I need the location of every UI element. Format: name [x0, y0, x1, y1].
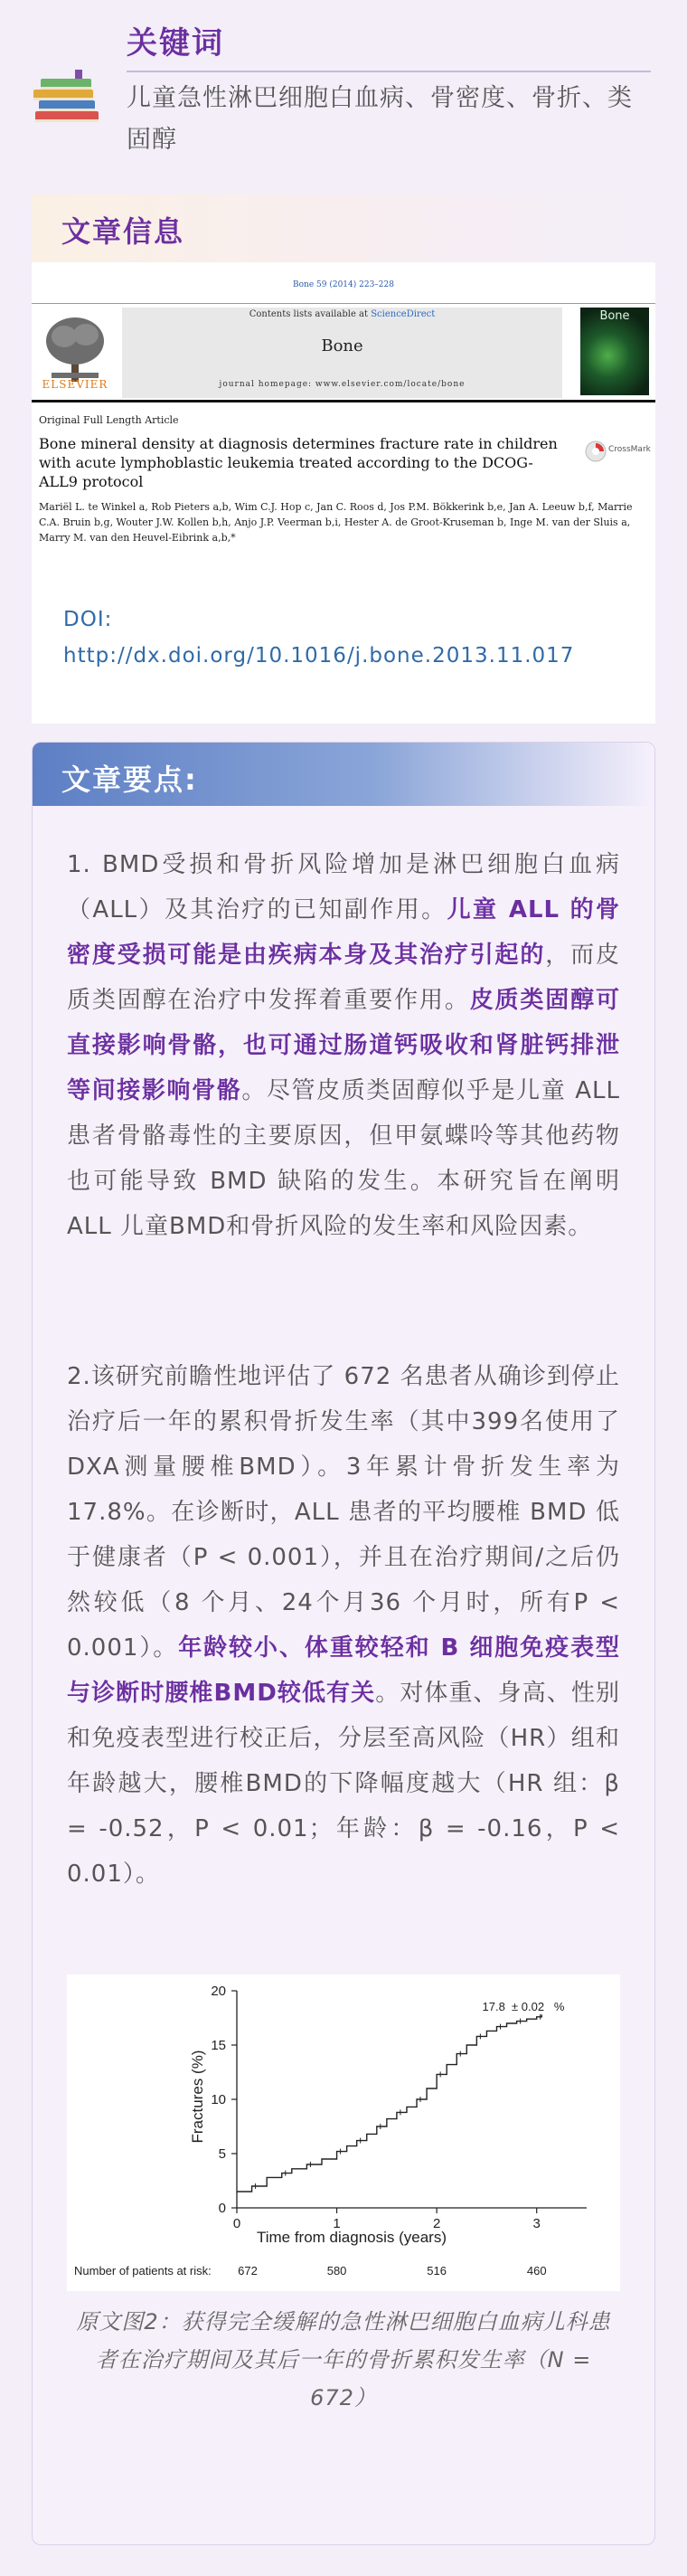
crossmark-label: CrossMark — [608, 445, 651, 454]
y-tick-label: 15 — [211, 2038, 226, 2053]
journal-cover-image — [580, 308, 649, 395]
text-run: 。尽管皮质类固醇似乎是儿童 ALL 患者骨骼毒性的主要原因，但甲氨蝶呤等其他药物也可能导致 BMD 缺陷的发生。本研究旨在阐明 ALL 儿童BMD和骨折风险的发生率和风险因素。 — [67, 1077, 620, 1240]
journal-banner — [122, 308, 562, 398]
x-tick-label: 0 — [232, 2216, 241, 2231]
risk-count: 672 — [238, 2264, 258, 2278]
fracture-chart-svg — [67, 1975, 620, 2291]
y-tick-label: 20 — [211, 1984, 226, 1999]
y-tick-label: 0 — [218, 2201, 226, 2216]
risk-count: 580 — [326, 2264, 347, 2278]
text-run: 2.该研究前瞻性地评估了 672 名患者从确诊到停止治疗后一年的累积骨折发生率（其中399名使用了DXA测量腰椎BMD）。3年累计骨折发生率为17.8%。在诊断时，ALL 患者的平均腰椎 BMD 低于健康者（P < 0.001），并且在治疗期间/之后仍然较低（8 个月、24个月36 个月时，所有P < 0.001）。 — [67, 1363, 620, 1662]
x-tick-label: 2 — [432, 2216, 441, 2231]
contents-line — [122, 309, 562, 319]
highlight-text: 皮质类固醇可直接影响骨骼，也可通过肠道钙吸收和肾脏钙排泄等间接影响骨骼 — [67, 987, 620, 1104]
doi-link[interactable]: http://dx.doi.org/10.1016/j.bone.2013.11.017 — [63, 644, 575, 668]
key-points-title: 文章要点: — [61, 762, 198, 797]
risk-count: 516 — [427, 2264, 447, 2278]
chart-annotation: 17.8 ± 0.02 % — [482, 2000, 565, 2013]
crossmark-badge[interactable] — [585, 439, 651, 464]
highlight-text: 儿童 ALL 的骨密度受损可能是由疾病本身及其治疗引起的 — [67, 896, 620, 969]
journal-homepage: journal homepage: www.elsevier.com/locate/bone — [219, 380, 466, 389]
x-tick-label: 3 — [532, 2216, 541, 2231]
keywords-divider — [127, 71, 651, 72]
cover-label: Bone — [599, 309, 630, 323]
paper-authors: Mariël L. te Winkel a, Rob Pieters a,b, Wim C.J. Hop c, Jan C. Roos d, Jos P.M. Bökkerink b,e, Jan A. Leeuw b,f, Marrie C.A. Bruin b,g, Wouter J.W. Kollen b,h, Anjo J.P. Veerman b,i, Hester A. de Groot-Kruseman b, Inge M. van der Sluis a, Marry M. van den Heuvel-Eibrink a,b,* — [39, 501, 633, 544]
doi-block — [63, 601, 642, 674]
keywords-text: 儿童急性淋巴细胞白血病、骨密度、骨折、类固醇 — [127, 84, 633, 154]
article-type: Original Full Length Article — [39, 414, 179, 426]
keywords-title: 关键词 — [127, 25, 224, 62]
highlight-text: 年龄较小、体重较轻和 B 细胞免疫表型与诊断时腰椎BMD较低有关 — [67, 1634, 621, 1707]
crossmark-icon — [585, 440, 607, 462]
paper-header-image — [32, 262, 655, 724]
text-run: 1. BMD受损和骨折风险增加是淋巴细胞白血病（ALL）及其治疗的已知副作用。 — [67, 851, 620, 923]
key-point-2 — [67, 1354, 620, 1897]
books-icon — [32, 68, 104, 131]
key-points-card — [32, 742, 655, 2545]
sciencedirect-link[interactable]: ScienceDirect — [371, 309, 436, 319]
divider — [32, 303, 655, 304]
figure-caption: 原文图2：获得完全缓解的急性淋巴细胞白血病儿科患者在治疗期间及其后一年的骨折累积发生率（N = 672） — [76, 2309, 611, 2410]
fracture-series-line — [237, 2014, 541, 2192]
contents-prefix: Contents lists available at — [249, 309, 372, 319]
y-axis-label: Fractures (%) — [189, 2050, 206, 2144]
risk-label: Number of patients at risk: — [74, 2264, 212, 2278]
journal-reference: Bone 59 (2014) 223–228 — [293, 280, 394, 289]
risk-count: 460 — [526, 2264, 547, 2278]
text-run: 。对体重、身高、性别和免疫表型进行校正后，分层至高风险（HR）组和年龄越大，腰椎BMD的下降幅度越大（HR 组：β = -0.52，P < 0.01；年龄：β = -0.16，P < 0.01）。 — [67, 1680, 620, 1888]
text-run: ，而皮质类固醇在治疗中发挥着重要作用。 — [67, 942, 620, 1014]
key-points-header — [33, 743, 654, 806]
y-tick-label: 10 — [211, 2092, 226, 2107]
paper-title: Bone mineral density at diagnosis determines fracture rate in children with acute lymphoblastic leukemia treated according to the DCOG-ALL9 protocol — [39, 435, 558, 490]
elsevier-wordmark: ELSEVIER — [42, 378, 108, 391]
fracture-chart — [67, 1975, 620, 2291]
doi-label: DOI: — [63, 608, 113, 631]
article-info-title: 文章信息 — [61, 214, 185, 249]
chart-marks — [237, 2014, 541, 2192]
journal-name: Bone — [321, 336, 363, 355]
x-axis-label: Time from diagnosis (years) — [256, 2229, 447, 2246]
y-tick-label: 5 — [218, 2146, 226, 2162]
article-info-header — [32, 194, 655, 262]
x-tick-label: 1 — [333, 2216, 341, 2231]
divider — [32, 400, 655, 402]
key-point-1 — [67, 842, 620, 1249]
